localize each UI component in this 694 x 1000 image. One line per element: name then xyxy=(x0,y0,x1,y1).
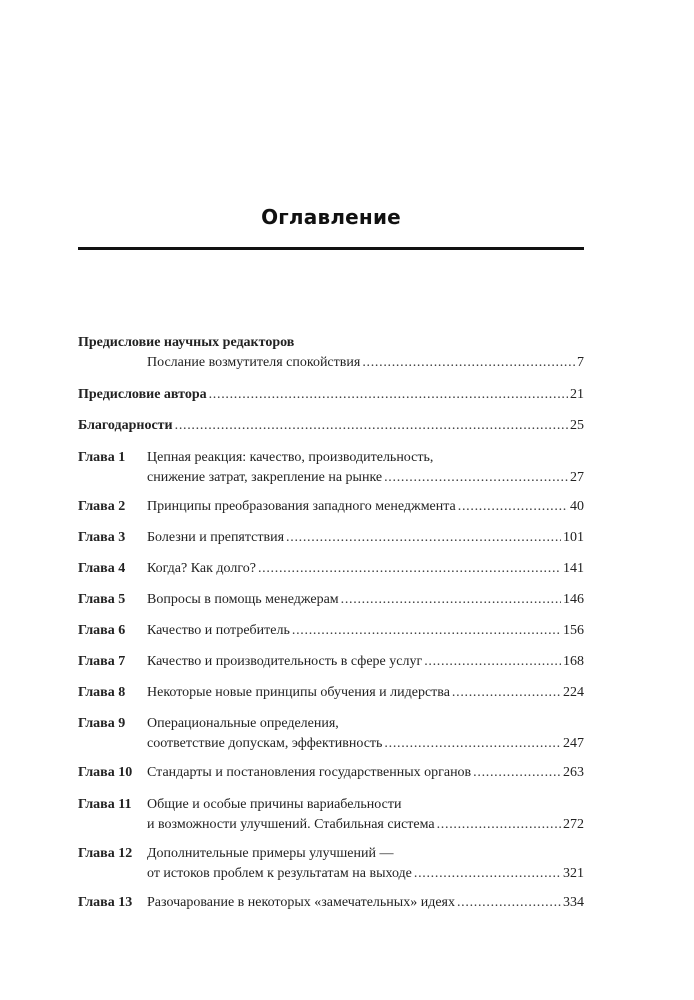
chapter-title: Вопросы в помощь менеджерам xyxy=(147,592,339,607)
page-number: 168 xyxy=(563,654,584,669)
toc-entry-chapter-11[interactable] xyxy=(78,795,584,835)
chapter-title-cont: снижение затрат, закрепление на рынке xyxy=(147,470,383,485)
page-number: 25 xyxy=(570,418,584,433)
toc-entry-chapter-1[interactable] xyxy=(78,448,584,488)
page-number: 224 xyxy=(563,685,584,700)
chapter-label: Глава 10 xyxy=(78,765,133,780)
leader-dots xyxy=(209,385,568,405)
chapter-label: Глава 7 xyxy=(78,654,126,669)
chapter-title: Качество и производительность в сфере услуг xyxy=(147,654,423,669)
chapter-label: Глава 9 xyxy=(78,716,126,731)
chapter-label: Глава 4 xyxy=(78,561,126,576)
toc-entry-chapter-7[interactable] xyxy=(78,652,584,672)
toc-entry-chapter-10[interactable] xyxy=(78,763,584,783)
chapter-title-cont: от истоков проблем к результатам на выходе xyxy=(147,866,412,881)
chapter-label: Глава 5 xyxy=(78,592,126,607)
page-number: 7 xyxy=(577,355,584,370)
leader-dots xyxy=(384,734,561,754)
page-number: 334 xyxy=(563,895,584,910)
chapter-title: Стандарты и постановления государственных органов xyxy=(147,765,472,780)
chapter-label: Глава 1 xyxy=(78,450,126,465)
leader-dots xyxy=(457,893,561,913)
chapter-title: Качество и потребитель xyxy=(147,623,290,638)
toc-entry-chapter-5[interactable] xyxy=(78,590,584,610)
page-number: 21 xyxy=(570,387,584,402)
toc-entry-acknowledgements[interactable] xyxy=(78,416,584,436)
chapter-label: Глава 11 xyxy=(78,797,132,812)
chapter-label: Глава 8 xyxy=(78,685,126,700)
toc-subtitle: Послание возмутителя спокойствия xyxy=(147,355,361,370)
toc-entry-chapter-6[interactable] xyxy=(78,621,584,641)
leader-dots xyxy=(473,763,561,783)
toc-entry-chapter-4[interactable] xyxy=(78,559,584,579)
toc-entry-chapter-12[interactable] xyxy=(78,844,584,884)
chapter-title: Принципы преобразования западного менеджмента xyxy=(147,499,456,514)
toc-heading: Благодарности xyxy=(78,418,173,433)
title-rule xyxy=(78,247,584,250)
page-number: 272 xyxy=(563,817,584,832)
page-number: 27 xyxy=(570,470,584,485)
leader-dots xyxy=(258,559,561,579)
leader-dots xyxy=(384,468,568,488)
leader-dots xyxy=(458,497,568,517)
chapter-title: Некоторые новые принципы обучения и лидерства xyxy=(147,685,450,700)
page-number: 263 xyxy=(563,765,584,780)
page-number: 101 xyxy=(563,530,584,545)
toc-heading: Предисловие научных редакторов xyxy=(78,335,295,350)
page-number: 141 xyxy=(563,561,584,576)
chapter-label: Глава 2 xyxy=(78,499,126,514)
chapter-title: Цепная реакция: качество, производительность, xyxy=(147,450,434,465)
page-title: Оглавление xyxy=(261,205,401,229)
leader-dots xyxy=(292,621,561,641)
chapter-title-cont: соответствие допускам, эффективность xyxy=(147,736,383,751)
chapter-title-cont: и возможности улучшений. Стабильная система xyxy=(147,817,435,832)
page-number: 146 xyxy=(563,592,584,607)
chapter-title: Операциональные определения, xyxy=(147,716,339,731)
leader-dots xyxy=(286,528,561,548)
leader-dots xyxy=(362,353,575,373)
toc-entry-author-preface[interactable] xyxy=(78,385,584,405)
chapter-label: Глава 13 xyxy=(78,895,133,910)
leader-dots xyxy=(414,864,561,884)
page-number: 40 xyxy=(570,499,584,514)
toc-entry-editors-preface[interactable] xyxy=(78,333,584,373)
chapter-title: Общие и особые причины вариабельности xyxy=(147,797,402,812)
leader-dots xyxy=(424,652,561,672)
chapter-title: Разочарование в некоторых «замечательных» идеях xyxy=(147,895,455,910)
chapter-label: Глава 3 xyxy=(78,530,126,545)
page-number: 321 xyxy=(563,866,584,881)
toc-entry-chapter-13[interactable] xyxy=(78,893,584,913)
toc-entry-chapter-8[interactable] xyxy=(78,683,584,703)
leader-dots xyxy=(437,815,561,835)
page-number: 247 xyxy=(563,736,584,751)
toc-entry-chapter-9[interactable] xyxy=(78,714,584,754)
chapter-label: Глава 12 xyxy=(78,846,133,861)
toc-entry-chapter-2[interactable] xyxy=(78,497,584,517)
chapter-title: Когда? Как долго? xyxy=(147,561,256,576)
leader-dots xyxy=(341,590,561,610)
toc-heading: Предисловие автора xyxy=(78,387,207,402)
chapter-title: Дополнительные примеры улучшений — xyxy=(147,846,394,861)
toc-entry-chapter-3[interactable] xyxy=(78,528,584,548)
chapter-title: Болезни и препятствия xyxy=(147,530,285,545)
chapter-label: Глава 6 xyxy=(78,623,126,638)
page-number: 156 xyxy=(563,623,584,638)
leader-dots xyxy=(175,416,568,436)
leader-dots xyxy=(452,683,561,703)
